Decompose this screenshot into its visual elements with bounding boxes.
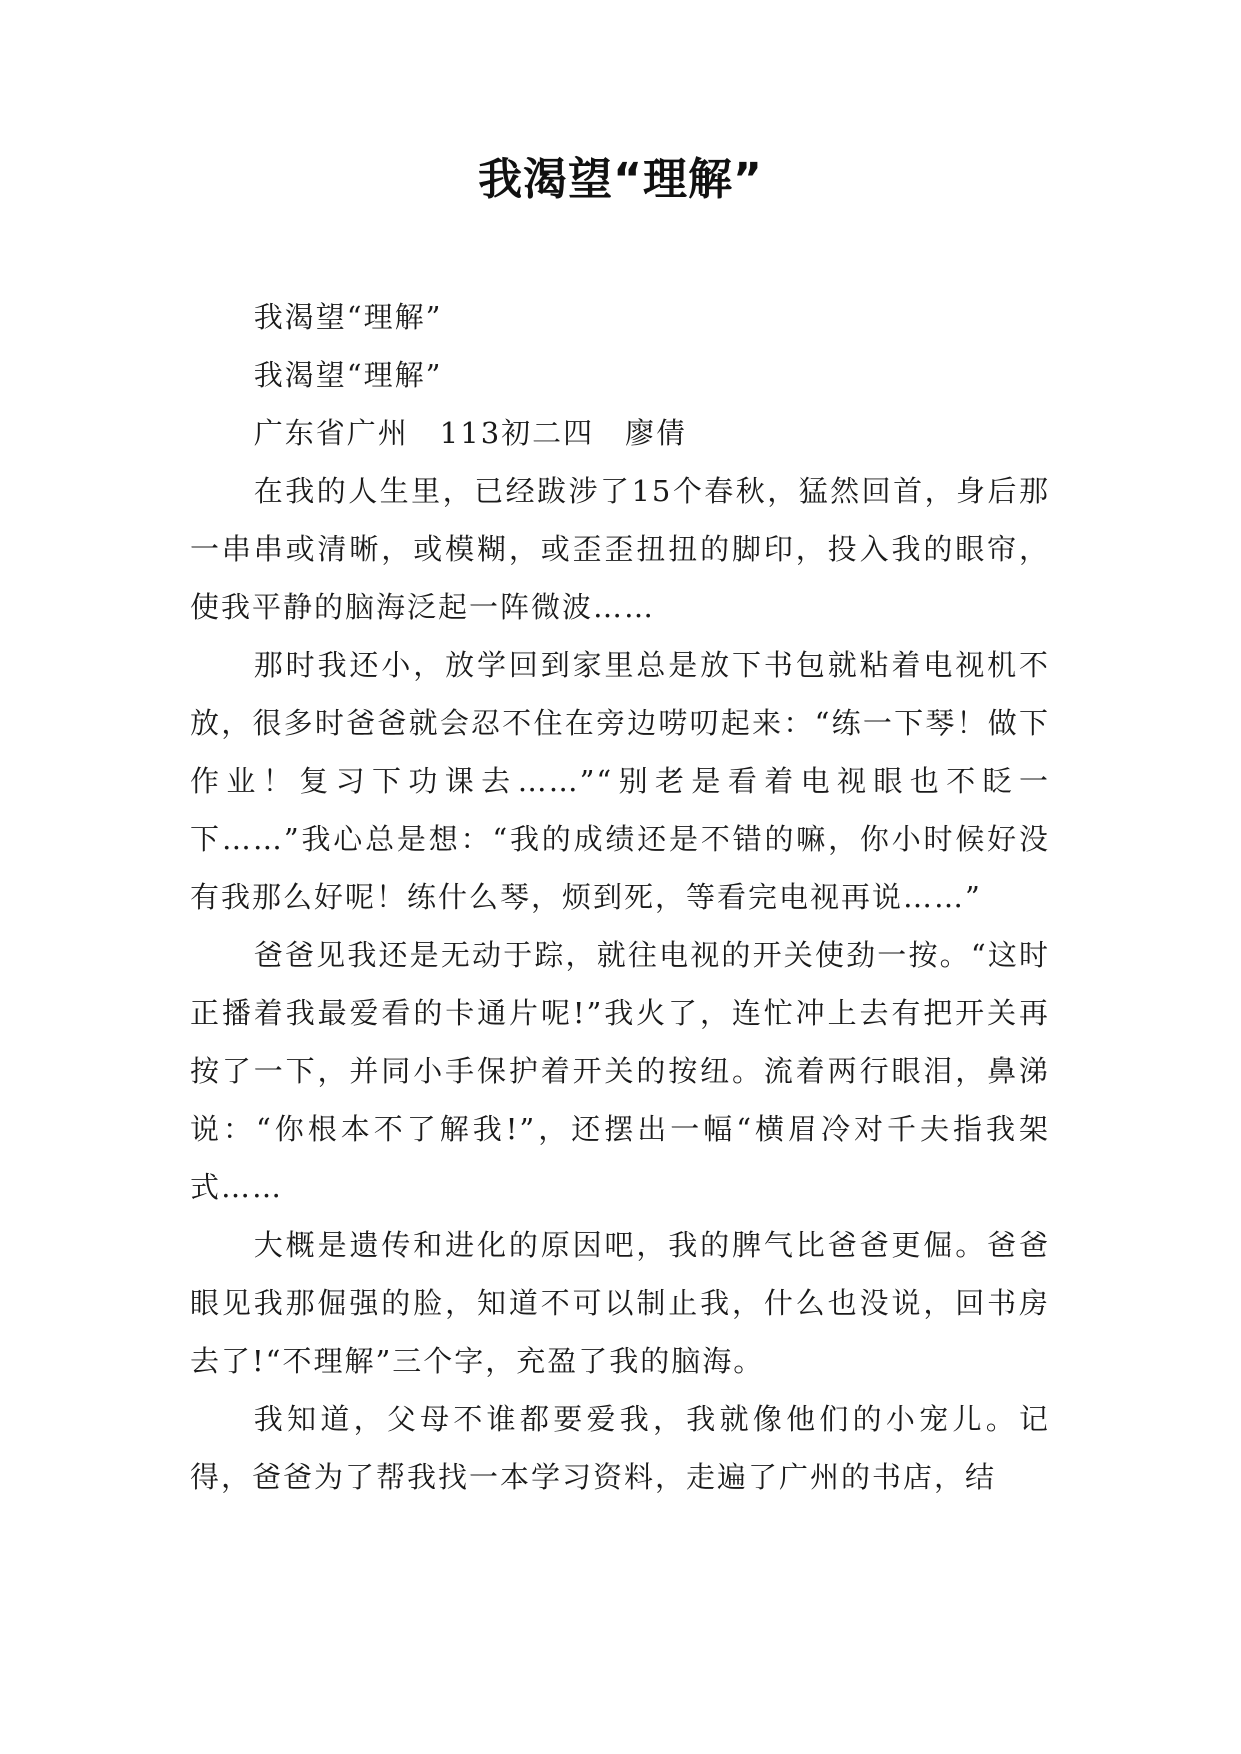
- paragraph-heading-2: 我渴望“理解”: [253, 358, 443, 392]
- paragraph-heading-1: 我渴望“理解”: [253, 300, 443, 334]
- document-body: [190, 288, 1050, 1506]
- paragraph-author-line: 广东省广州 113初二四 廖倩: [253, 416, 688, 450]
- paragraph: 那时我还小，放学回到家里总是放下书包就粘着电视机不放，很多时爸爸就会忍不住在旁边唠叨起来：“练一下琴！做下作业！复习下功课去……”“别老是看着电视眼也不眨一下……”我心总是想：“我的成绩还是不错的嘛，你小时候好没有我那么好呢！练什么琴，烦到死，等看完电视再说……”: [190, 648, 1050, 914]
- paragraph: 在我的人生里，已经跋涉了15个春秋，猛然回首，身后那一串串或清晰，或模糊，或歪歪扭扭的脚印，投入我的眼帘，使我平静的脑海泛起一阵微波……: [190, 474, 1050, 624]
- paragraph: 我知道，父母不谁都要爱我，我就像他们的小宠儿。记得，爸爸为了帮我找一本学习资料，走遍了广州的书店，结: [190, 1402, 1050, 1494]
- document-title: 我渴望“理解”: [478, 154, 763, 205]
- paragraph: 爸爸见我还是无动于踪，就往电视的开关使劲一按。“这时正播着我最爱看的卡通片呢!”我火了，连忙冲上去有把开关再按了一下，并同小手保护着开关的按纽。流着两行眼泪，鼻涕说：“你根本不了解我!”，还摆出一幅“横眉冷对千夫指我架式……: [190, 938, 1050, 1204]
- paragraph: 大概是遗传和进化的原因吧，我的脾气比爸爸更倔。爸爸眼见我那倔强的脸，知道不可以制止我，什么也没说，回书房去了!“不理解”三个字，充盈了我的脑海。: [190, 1228, 1050, 1378]
